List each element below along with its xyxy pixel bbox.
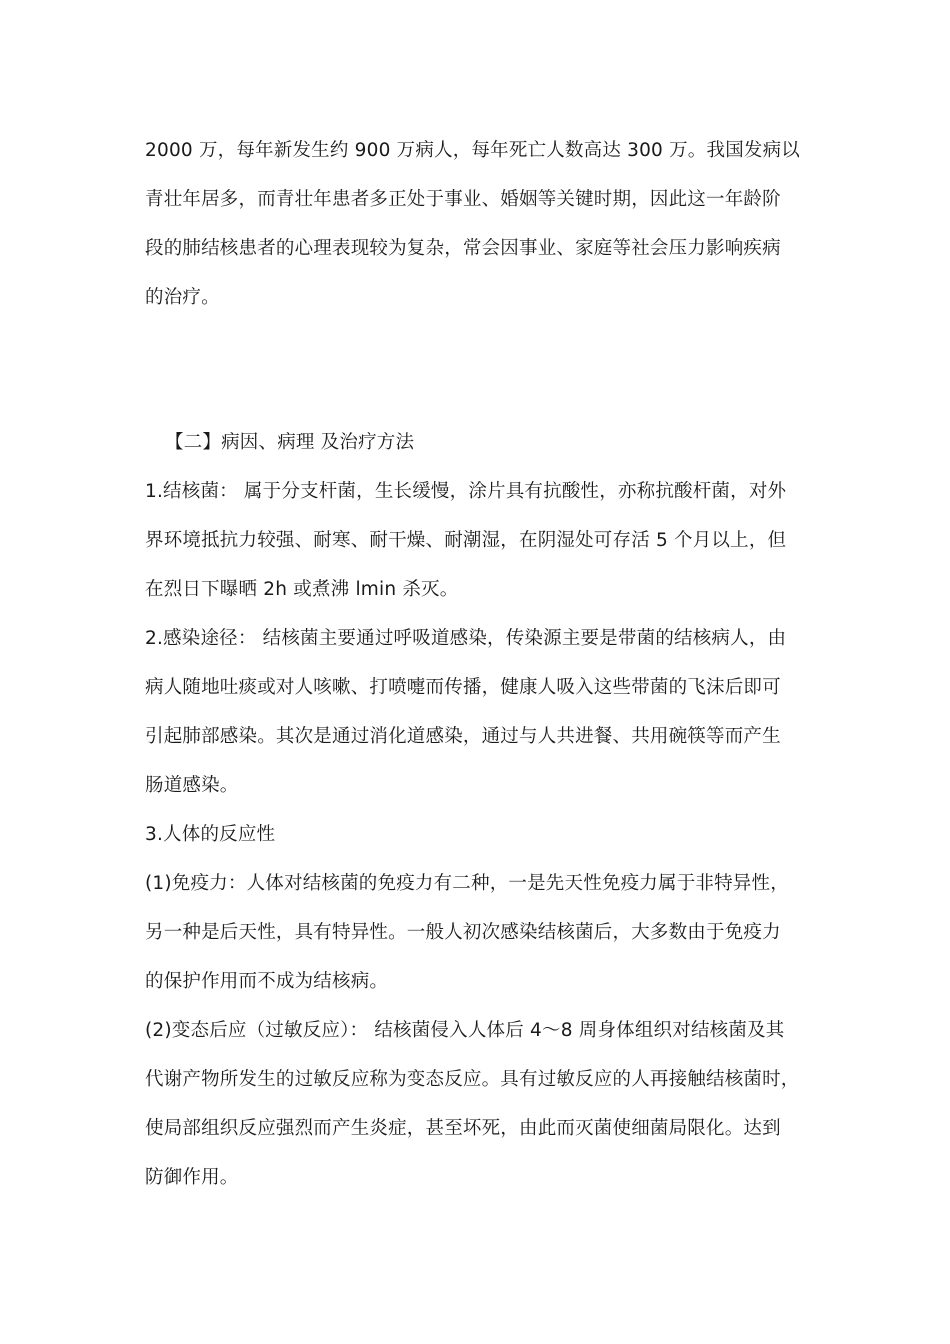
text-line: (1)免疫力：人体对结核菌的免疫力有二种，一是先天性免疫力属于非特异性， [145, 873, 789, 894]
text-line: 另一种是后天性，具有特异性。一般人初次感染结核菌后，大多数由于免疫力 [145, 922, 781, 943]
text-line: 3.人体的反应性 [145, 824, 276, 845]
intro-paragraph [145, 126, 810, 322]
text-line: 在烈日下曝晒 2h 或煮沸 lmin 杀灭。 [145, 579, 459, 600]
text-line: (2)变态后应（过敏反应）： 结核菌侵入人体后 4～8 周身体组织对结核菌及其 [145, 1020, 785, 1041]
text-line: 2000 万，每年新发生约 900 万病人，每年死亡人数高达 300 万。我国发病以 [145, 140, 801, 161]
text-line: 防御作用。 [145, 1167, 239, 1188]
text-line: 使局部组织反应强烈而产生炎症，甚至坏死，由此而灭菌使细菌局限化。达到 [145, 1118, 781, 1139]
section-causes-pathology-treatment [145, 418, 810, 1202]
text-line: 的治疗。 [145, 287, 220, 308]
text-line: 段的肺结核患者的心理表现较为复杂，常会因事业、家庭等社会压力影响疾病 [145, 238, 781, 259]
text-line: 引起肺部感染。其次是通过消化道感染，通过与人共进餐、共用碗筷等而产生 [145, 726, 781, 747]
text-line: 肠道感染。 [145, 775, 239, 796]
text-line: 的保护作用而不成为结核病。 [145, 971, 389, 992]
text-line: 代谢产物所发生的过敏反应称为变态反应。具有过敏反应的人再接触结核菌时， [145, 1069, 800, 1090]
text-line: 1.结核菌： 属于分支杆菌，生长缓慢，涂片具有抗酸性，亦称抗酸杆菌，对外 [145, 481, 787, 502]
text-line: 青壮年居多，而青壮年患者多正处于事业、婚姻等关键时期，因此这一年龄阶 [145, 189, 781, 210]
section-heading: 【二】病因、病理 及治疗方法 [165, 432, 415, 453]
text-line: 界环境抵抗力较强、耐寒、耐干燥、耐潮湿，在阴湿处可存活 5 个月以上，但 [145, 530, 787, 551]
text-line: 病人随地吐痰或对人咳嗽、打喷嚏而传播，健康人吸入这些带菌的飞沫后即可 [145, 677, 781, 698]
text-line: 2.感染途径： 结核菌主要通过呼吸道感染，传染源主要是带菌的结核病人，由 [145, 628, 787, 649]
